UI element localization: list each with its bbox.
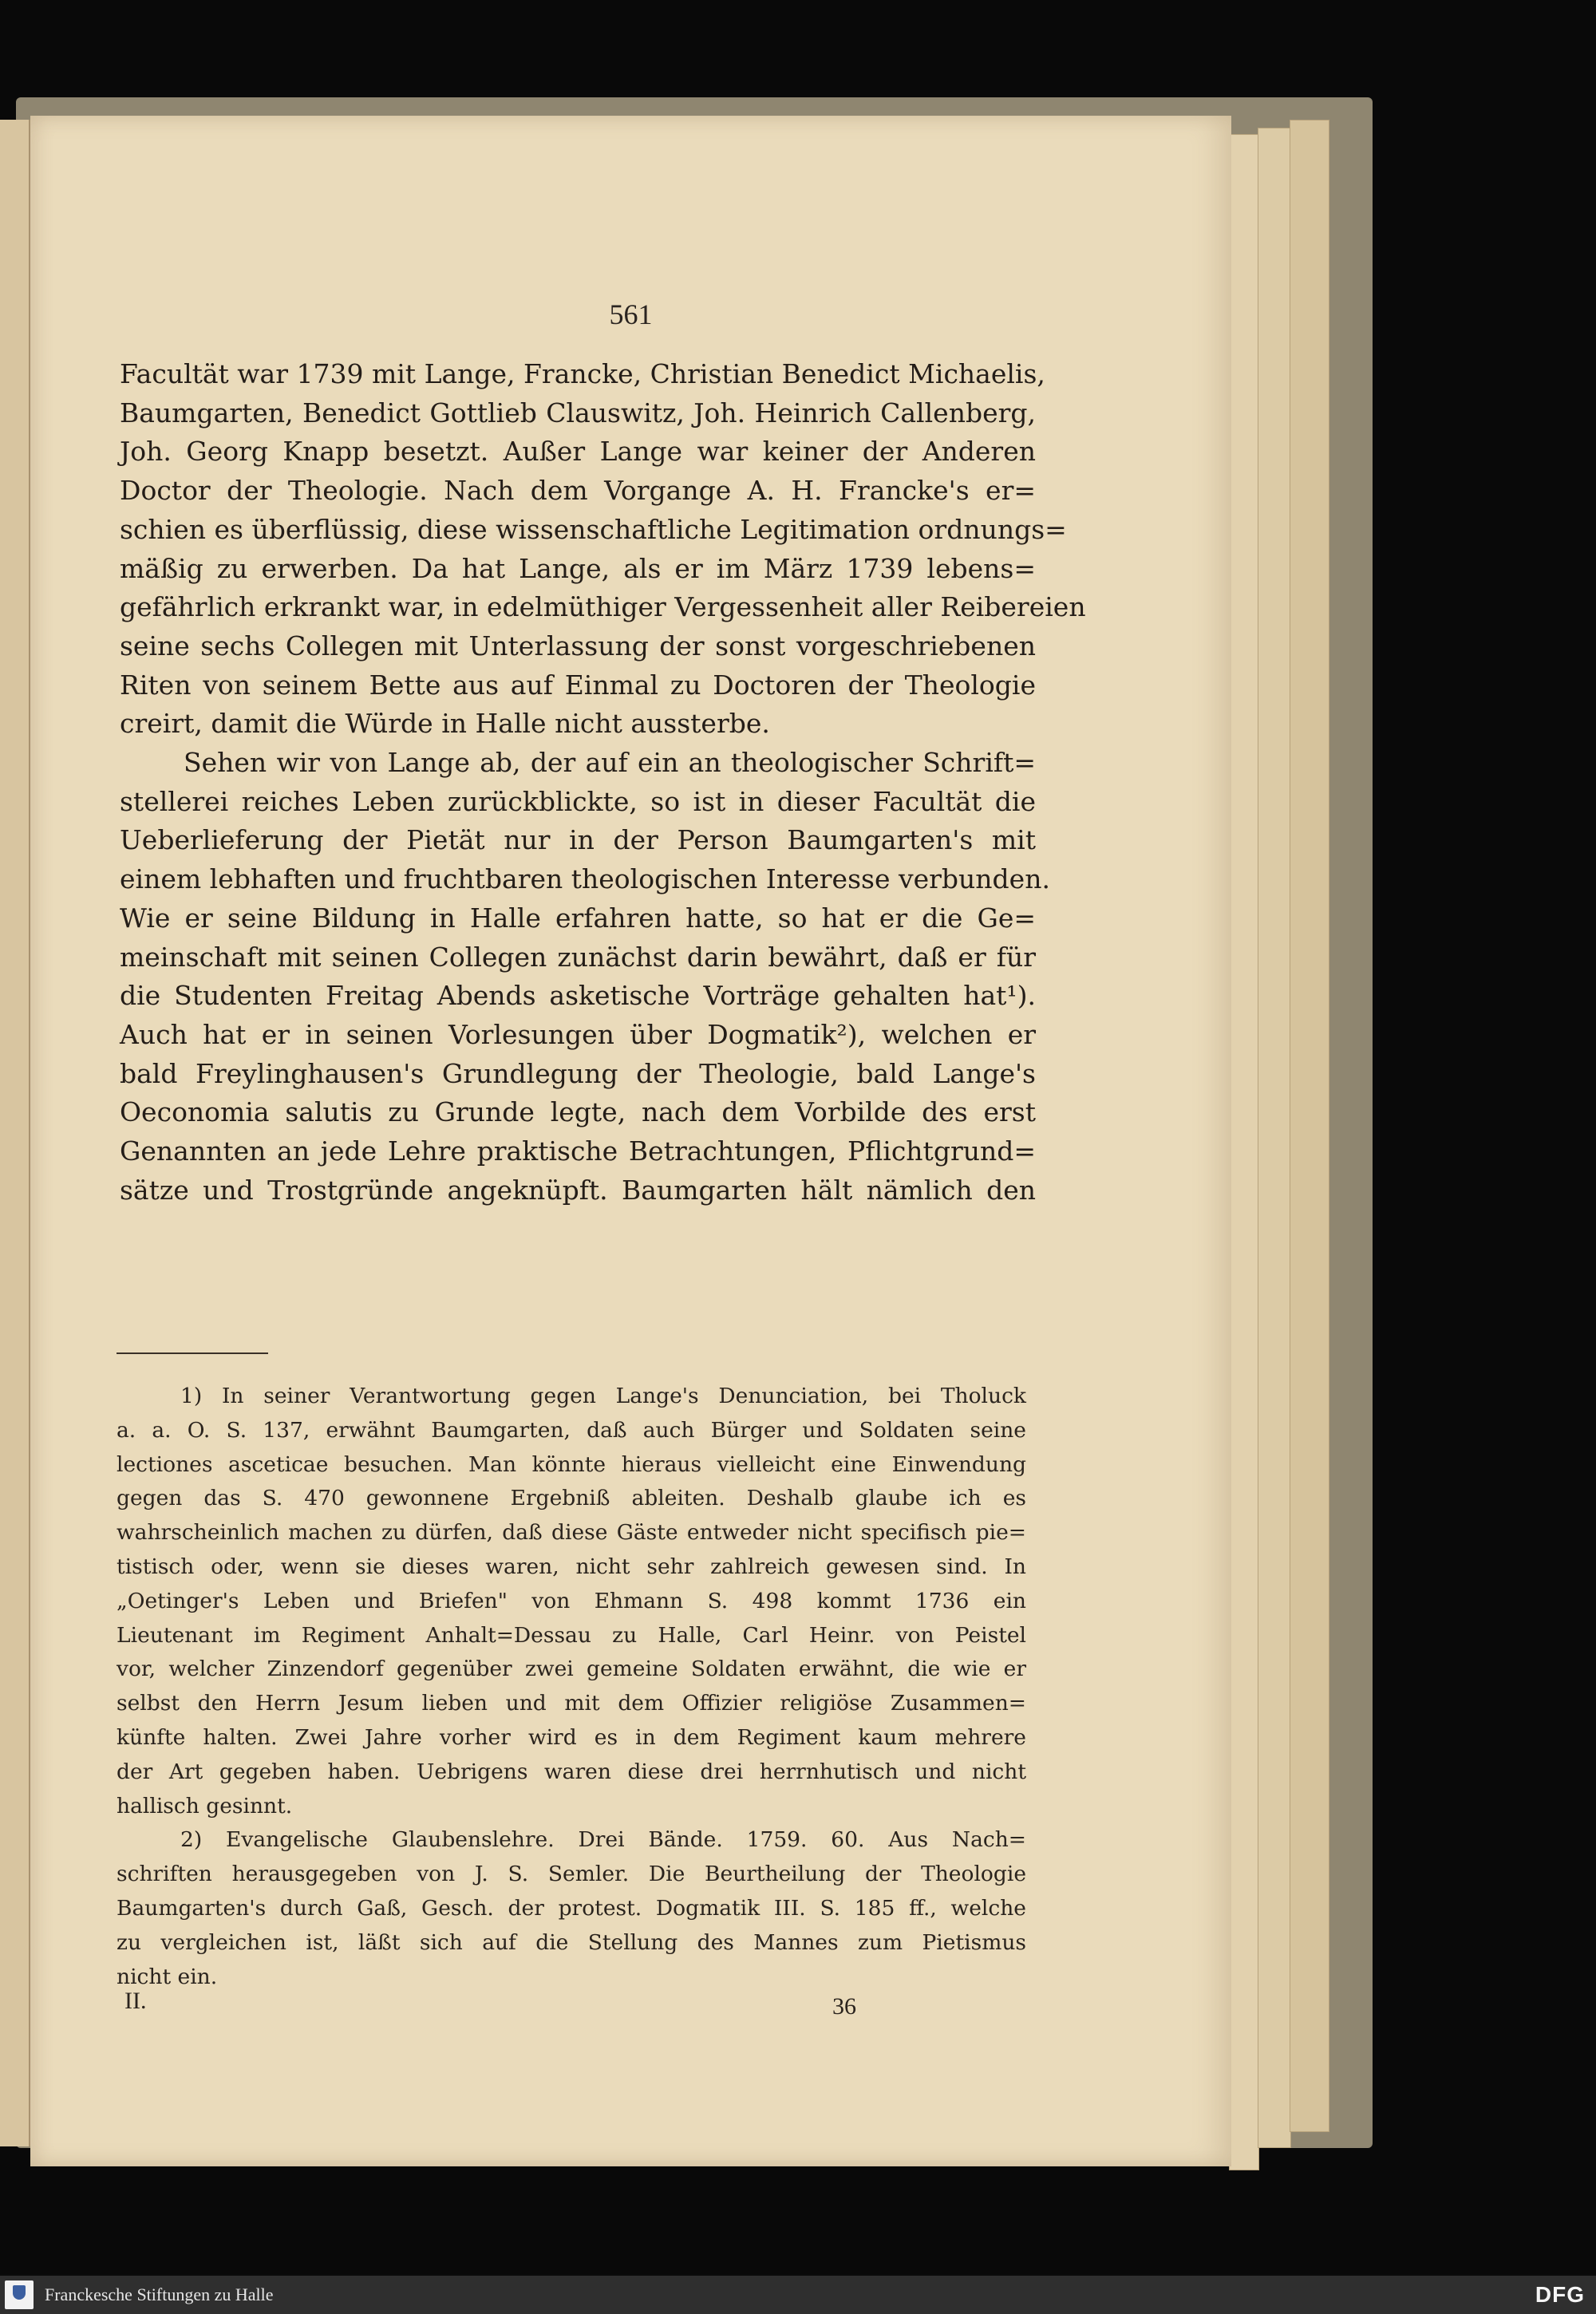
dfg-logo: DFG [1535,2282,1585,2307]
body-line: seine sechs Collegen mit Unterlassung der sonst vorgeschriebenen [120,630,1036,661]
footnote-line: Baumgarten's durch Gaß, Gesch. der protest. Dogmatik III. S. 185 ff., welche [117,1895,1026,1921]
body-line: Sehen wir von Lange ab, der auf ein an theologischer Schrift= [184,747,1036,779]
body-line: Auch hat er in seinen Vorlesungen über Dogmatik²), welchen er [120,1018,1036,1050]
facing-page-edge [0,120,30,2146]
institution-logo-icon [5,2280,34,2309]
page-edge-stack [1290,120,1329,2132]
body-line: mäßig zu erwerben. Da hat Lange, als er im März 1739 lebens= [120,552,1036,584]
footnote-line: Lieutenant im Regiment Anhalt=Dessau zu Halle, Carl Heinr. von Peistel [117,1622,1026,1648]
footnote-line: der Art gegeben haben. Uebrigens waren diese drei herrnhutisch und nicht [117,1759,1026,1784]
body-line: Baumgarten, Benedict Gottlieb Clauswitz, Joh. Heinrich Callenberg, [120,397,1036,428]
footnote-line: selbst den Herrn Jesum lieben und mit dem Offizier religiöse Zusammen= [117,1691,1026,1716]
footnote-line: schriften herausgegeben von J. S. Semler. Die Beurtheilung der Theologie [117,1862,1026,1887]
body-line: Joh. Georg Knapp besetzt. Außer Lange war keiner der Anderen [120,436,1036,468]
footnotes [117,1380,1026,1994]
institution-name: Franckesche Stiftungen zu Halle [45,2284,274,2304]
body-text [120,355,1086,1210]
body-line: Genannten an jede Lehre praktische Betrachtungen, Pflichtgrund= [120,1135,1036,1167]
footnote-line: hallisch gesinnt. [117,1793,293,1818]
body-line: Doctor der Theologie. Nach dem Vorgange A. H. Francke's er= [120,475,1036,507]
body-line: schien es überflüssig, diese wissenschaftliche Legitimation ordnungs= [120,513,1067,545]
footnote-line: nicht ein. [117,1964,218,1989]
body-line: Facultät war 1739 mit Lange, Francke, Christian Benedict Michaelis, [120,358,1045,389]
body-line: gefährlich erkrankt war, in edelmüthiger Vergessenheit aller Reibereien [120,591,1086,623]
body-line: Riten von seinem Bette aus auf Einmal zu Doctoren der Theologie [120,669,1036,701]
body-line: einem lebhaften und fruchtbaren theologischen Interesse verbunden. [120,863,1050,895]
sheet-number: 36 [832,1993,856,2020]
body-line: stellerei reiches Leben zurückblickte, so ist in dieser Facultät die [120,785,1036,817]
footnote-line: vor, welcher Zinzendorf gegenüber zwei gemeine Soldaten erwähnt, die wie er [117,1657,1026,1682]
body-line: Ueberlieferung der Pietät nur in der Person Baumgarten's mit [120,824,1036,856]
body-line: bald Freylinghausen's Grundlegung der Theologie, bald Lange's [120,1057,1036,1089]
footnote-line: 2) Evangelische Glaubenslehre. Drei Bände. 1759. 60. Aus Nach= [180,1827,1026,1853]
body-line: sätze und Trostgründe angeknüpft. Baumgarten hält nämlich den [120,1174,1036,1206]
footnote-line: a. a. O. S. 137, erwähnt Baumgarten, daß auch Bürger und Soldaten seine [117,1417,1026,1443]
footnote-line: gegen das S. 470 gewonnene Ergebniß ableiten. Deshalb glaube ich es [117,1486,1026,1511]
body-line: meinschaft mit seinen Collegen zunächst darin bewährt, daß er für [120,941,1036,973]
page-edge-stack [1258,128,1291,2148]
footnote-line: 1) In seiner Verantwortung gegen Lange's Denunciation, bei Tholuck [180,1384,1026,1408]
body-line: die Studenten Freitag Abends asketische Vorträge gehalten hat¹). [120,980,1036,1012]
footnote-line: künfte halten. Zwei Jahre vorher wird es in dem Regiment kaum mehrere [117,1724,1026,1750]
footnote-line: „Oetinger's Leben und Briefen" von Ehmann S. 498 kommt 1736 ein [117,1588,1026,1613]
signature-mark: II. [124,1988,147,2014]
footnote-divider [117,1352,268,1354]
footnote-line: wahrscheinlich machen zu dürfen, daß diese Gäste entweder nicht specifisch pie= [117,1520,1026,1546]
footnote-line: lectiones asceticae besuchen. Man könnte hieraus vielleicht eine Einwendung [117,1451,1026,1477]
page-edge-stack [1229,134,1259,2170]
body-line: creirt, damit die Würde in Halle nicht aussterbe. [120,708,770,740]
body-line: Oeconomia salutis zu Grunde legte, nach dem Vorbilde des erst [120,1096,1036,1128]
footnote-line: zu vergleichen ist, läßt sich auf die Stellung des Mannes zum Pietismus [117,1929,1026,1955]
page-number: 561 [609,298,653,330]
viewer-footer [0,2276,1596,2314]
document-page [30,116,1231,2166]
body-line: Wie er seine Bildung in Halle erfahren hatte, so hat er die Ge= [120,902,1036,934]
footnote-line: tistisch oder, wenn sie dieses waren, nicht sehr zahlreich gewesen sind. In [117,1554,1026,1579]
